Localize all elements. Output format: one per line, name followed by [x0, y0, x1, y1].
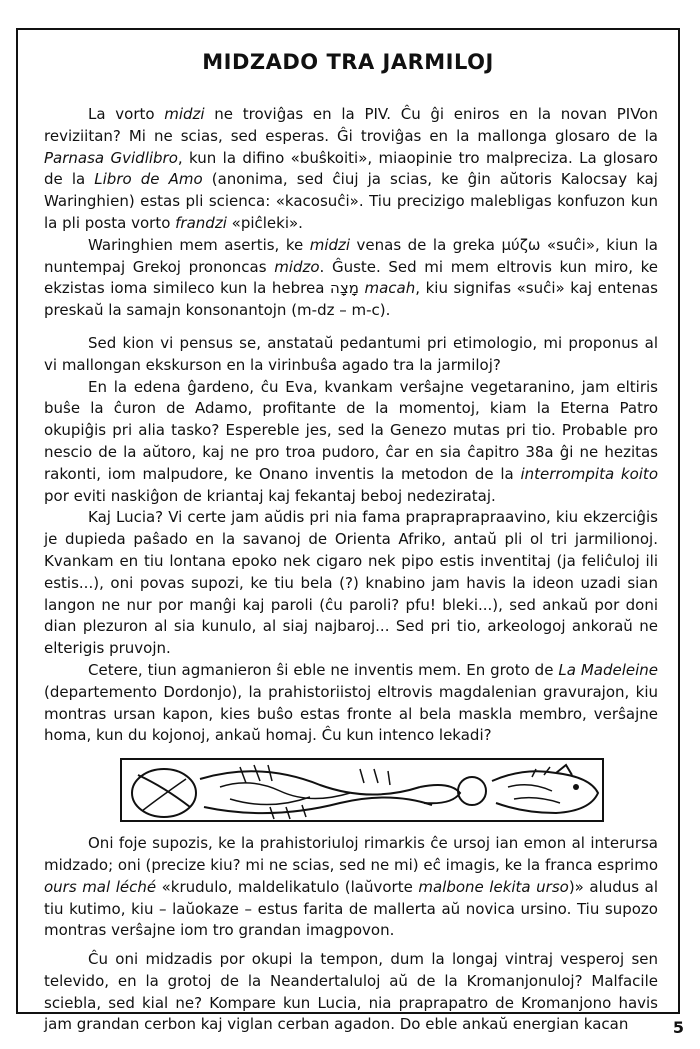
italic-term: ours mal léché [44, 877, 157, 896]
paragraph: En la edena ĝardeno, ĉu Eva, kvankam verŝajne vegetaranino, jam eltiris buŝe la ĉuron de Adamo, profitante de la momentoj, kiam la Eterna Patro okupiĝis pri alia tasko? Espereble jes, sed la Genezo mutas pri tio. Probable pro nescio de la aŭtoro, kaj ne pro troa pudoro, ĉar en sia ĉapitro 38a ĝi ne hezitas rakonti, iom malpudore, ke Onano inventis la metodon de la interrompita koito por eviti naskiĝon de kriantaj kaj fekantaj beboj nedezirataj. [44, 377, 658, 505]
paragraph: Oni foje supozis, ke la prahistoriuloj rimarkis ĉe ursoj ian emon al interursa midzado; oni (precize kiu? mi ne scias, sed ne mi) eĉ imagis, ke la franca esprimo ours mal léché «krudulo, maldelikatulo (laŭvorte malbone lekita urso)» aludus al tiu kutimo, kiu – laŭokaze – estus farita de mallerta aŭ novica ursino. Tiu supozo montras verŝajne iom tro grandan imagpovon. [44, 834, 658, 940]
italic-term: midzi [164, 105, 205, 123]
paragraph: Waringhien mem asertis, ke midzi venas de la greka μύζω «suĉi», kiun la nuntempaj Grekoj prononcas midzo. Ĝuste. Sed mi mem eltrovis kun miro, ke ekzistas ioma simileco kun la hebrea מָצָה macah, kiu signifas «suĉi» kaj entenas preskaŭ la samajn konsonantojn (m-dz – m-c). [44, 235, 658, 320]
paragraph: Kaj Lucia? Vi certe jam aŭdis pri nia fama prapraprapraavino, kiu ekzerciĝis je dupieda paŝado en la savanoj de Orienta Afriko, antaŭ pli ol tri jarmilionoj. Kvankam en tiu lontana epoko nek cigaro nek pipo estis inventitaj (ja feliĉuloj ili estis...), oni povas supozi, ke tiu bela (?) knabino jam havis la ideon uzadi sian langon ne nur por manĝi kaj paroli (ĉu paroli? pfu! bleki...), sed ankaŭ por doni dian plezuron al sia kunulo, al siaj najbaroj... Sed pri tio, arkeologoj ankoraŭ ne elterigis pruvojn. [44, 508, 658, 658]
italic-term: interrompita koito [520, 464, 658, 483]
italic-term: Parnasa Gvidlibro [44, 148, 178, 167]
article-frame [16, 28, 680, 1034]
paragraph: Cetere, tiun agmanieron ŝi eble ne inventis mem. En groto de La Madeleine (departemento Dordonjo), la prahistoriistoj eltrovis magdalenian gravurajon, kiu montras ursan kapon, kies buŝo estas fronte al bela maskla membro, verŝajne homa, kun du kojonoj, ankaŭ homaj. Ĉu kun intenco lekadi? [44, 660, 658, 745]
italic-term: malbone lekita urso [418, 877, 569, 896]
italic-term: midzi [309, 235, 351, 254]
italic-term: Libro de Amo [94, 170, 203, 189]
bear-engraving-illustration [120, 757, 604, 823]
paragraph: Sed kion vi pensus se, anstataŭ pedantumi pri etimologio, mi proponus al vi mallongan ekskurson en la virinbuŝa agado tra la jarmiloj? [44, 333, 658, 374]
italic-term: macah [364, 279, 416, 298]
italic-term: midzo [274, 257, 320, 276]
paragraph: Ĉu oni midzadis por okupi la tempon, dum la longaj vintraj vesperoj sen televido, en la grotoj de la Neandertaluloj aŭ de la Kromanjonuloj? Malfacile sciebla, sed kial ne? Kompare kun Lucia, nia praprapatro de Kromanjono havis jam grandan cerbon kaj viglan cerban agadon. Do eble ankaŭ energian kacan [44, 950, 658, 1034]
italic-term: frandzi [175, 213, 227, 232]
article-body [44, 104, 658, 1036]
paragraph: La vorto midzi ne troviĝas en la PIV. Ĉu ĝi eniros en la novan PIVon reviziitan? Mi ne scias, sed esperas. Ĝi troviĝas en la mallonga glosaro de la Parnasa Gvidlibro, kun la difino «buŝkoiti», miaopinie tro malpreciza. La glosaro de la Libro de Amo (anonima, sed ĉiuj ja scias, ke ĝin aŭtoris Kalocsay kaj Waringhien) estas pli scienca: «kacosuĉi». Tiu precizigo malebligas konfuzon kun la pli posta vorto frandzi «piĉleki». [44, 105, 658, 232]
page-number: 5 [672, 1018, 684, 1037]
italic-term: La Madeleine [558, 660, 658, 679]
article-title: MIDZADO TRA JARMILOJ [202, 50, 494, 74]
